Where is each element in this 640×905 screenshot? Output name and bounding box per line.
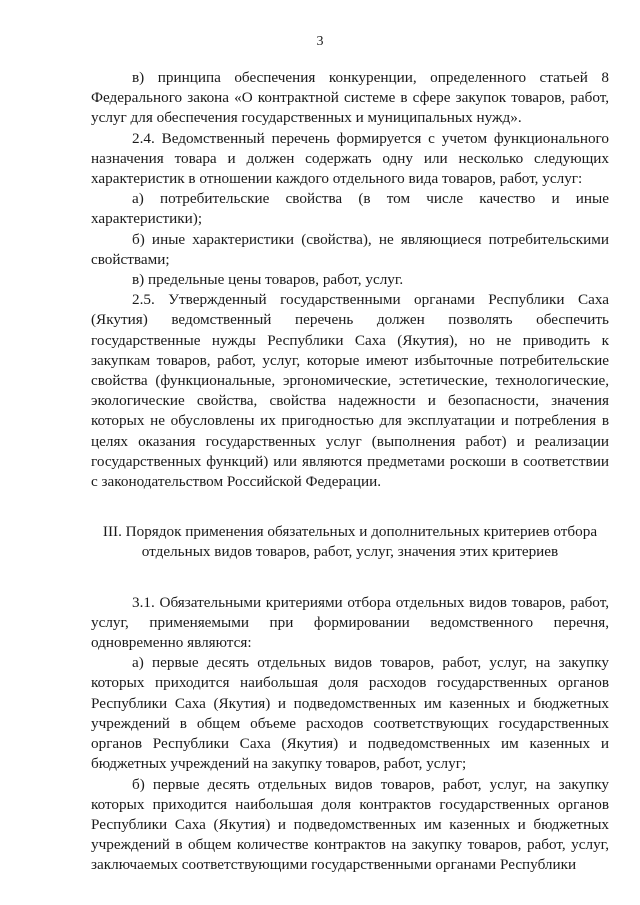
section-heading: III. Порядок применения обязательных и дополнительных критериев отбора отдельных видов товаров, работ, услуг, значения этих критериев: [102, 523, 598, 561]
paragraph-2-5: 2.5. Утвержденный государственными органами Республики Саха (Якутия) ведомственный перечень должен позволять обеспечить государственные нужды Республики Саха (Якутия), но не приводить к закупкам товаров, работ, услуг, которые имеют избыточные потребительские свойства (функциональные, эргономические, эстетические, технологические, экологические свойства, свойства надежности и безопасности, значения которых не обусловлены их пригодностью для эксплуатации и потребления в целях оказания государственных услуг (выполнения работ) и реализации государственных функций) или являются предметами роскоши в соответствии с законодательством Российской Федерации.: [91, 291, 609, 491]
paragraph-2-4: 2.4. Ведомственный перечень формируется с учетом функционального назначения товара и должен содержать одну или несколько следующих характеристик в отношении каждого отдельного вида товаров, работ, услуг:: [91, 129, 609, 188]
paragraph-3-1-a: а) первые десять отдельных видов товаров, работ, услуг, на закупку которых приходится наибольшая доля расходов государственных органов Республики Саха (Якутия) и подведомственных им казенных и бюджетных учреждений в общем объеме расходов соответствующих государственных органов Республики Саха (Якутия) и подведомственных им казенных и бюджетных учреждений на закупку товаров, работ, услуг;: [91, 654, 609, 773]
paragraph-2-3-v: в) принципа обеспечения конкуренции, определенного статьей 8 Федерального закона «О контрактной системе в сфере закупок товаров, работ, услуг для обеспечения государственных и муниципальных нужд».: [91, 69, 609, 127]
document-body: [91, 68, 609, 876]
paragraph-2-4-v: в) предельные цены товаров, работ, услуг.: [132, 271, 404, 289]
page-number: 3: [316, 34, 324, 49]
paragraph-3-1: 3.1. Обязательными критериями отбора отдельных видов товаров, работ, услуг, применяемыми при формировании ведомственного перечня, одновременно являются:: [91, 593, 609, 652]
paragraph-2-4-a: а) потребительские свойства (в том числе качество и иные характеристики);: [91, 190, 609, 228]
paragraph-2-4-b: б) иные характеристики (свойства), не являющиеся потребительскими свойствами;: [91, 230, 609, 268]
paragraph-3-1-b: б) первые десять отдельных видов товаров, работ, услуг, на закупку которых приходится наибольшая доля контрактов государственных органов Республики Саха (Якутия) и подведомственных им казенных и бюджетных учреждений в общем количестве контрактов на закупку товаров, работ, услуг, заключаемых соответствующими государственными органами Республики: [91, 775, 609, 874]
